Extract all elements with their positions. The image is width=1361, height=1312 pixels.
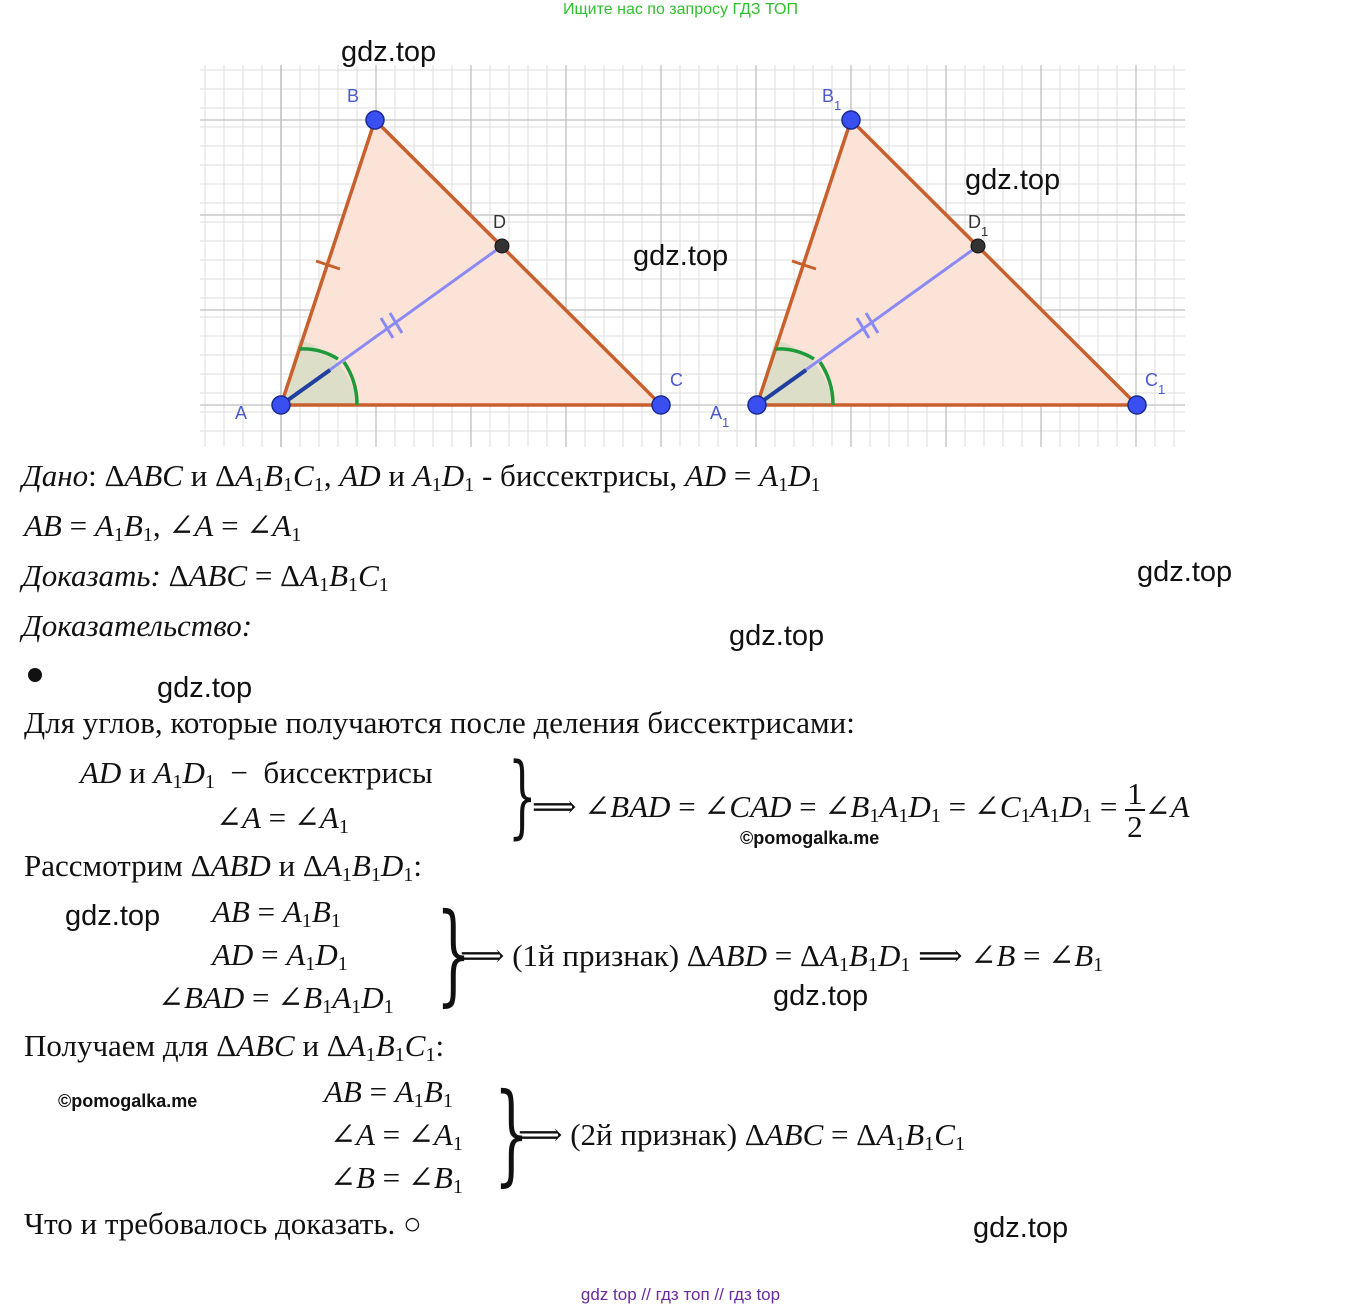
watermark: gdz.top	[341, 36, 437, 68]
triangle-a1b1c1	[710, 86, 1165, 430]
system2-row1: AB = $A_1B_1$	[212, 894, 341, 933]
watermark: gdz.top	[65, 900, 161, 932]
brace: }	[436, 889, 471, 1017]
watermark: gdz.top	[157, 672, 253, 704]
angles-line: Для углов, которые получаются после деления биссектрисами:	[24, 705, 855, 740]
watermark: gdz.top	[973, 1212, 1069, 1244]
system2-row2: AD = $A_1D_1$	[212, 937, 348, 976]
point-a1	[748, 396, 766, 414]
obtain-line: Получаем для ΔABC и $\Delta A_1B_1C_1$:	[24, 1028, 445, 1067]
label-a1: $A_1$	[710, 403, 730, 430]
label-c1: $C_1$	[1145, 370, 1166, 397]
watermark: gdz.top	[773, 980, 869, 1012]
label-b1: $B_1$	[822, 86, 842, 113]
system2-result: ⟹ (1й признак) $\Delta ABD = \Delta A_1B_1D_1$ ⟹ ∠B = $\angle B_1$	[460, 938, 1104, 977]
point-d	[495, 239, 509, 253]
watermark: gdz.top	[729, 620, 825, 652]
point-d1	[971, 239, 985, 253]
label-c: C	[670, 370, 683, 390]
given-line: Дано: ΔABC и $\Delta A_1B_1C_1$, AD и $A_1D_1$ - биссектрисы, AD = $A_1D_1$	[22, 458, 821, 497]
copyright-mark: ©pomogalka.me	[740, 828, 880, 848]
system1-row1: AD и $A_1D_1$ − биссектрисы	[80, 755, 433, 794]
watermark: gdz.top	[633, 240, 729, 272]
qed-line: Что и требовалось доказать. ○	[24, 1206, 422, 1241]
system3-row1: AB = $A_1B_1$	[324, 1074, 453, 1113]
triangle-abc	[235, 86, 683, 423]
label-d1: $D_1$	[968, 212, 989, 239]
point-b	[366, 111, 384, 129]
brace: }	[508, 744, 537, 849]
watermark: gdz.top	[1137, 556, 1233, 588]
brace: }	[494, 1069, 529, 1197]
proof-label: Доказательство:	[22, 608, 253, 643]
point-c	[652, 396, 670, 414]
watermark: gdz.top	[965, 164, 1061, 196]
system3-row3: ∠B = $\angle B_1$	[330, 1160, 463, 1199]
point-c1	[1128, 396, 1146, 414]
system1-result: ⟹ ∠BAD = ∠CAD = $\angle B_1A_1D_1$ = $\angle C_1A_1D_1$ = $\frac{1}{2}$ ∠A	[532, 776, 1190, 844]
system2-row3: ∠BAD = $\angle B_1A_1D_1$	[158, 980, 394, 1019]
label-b: B	[347, 86, 360, 106]
point-b1	[842, 111, 860, 129]
label-d: D	[493, 212, 506, 232]
bullet	[28, 668, 42, 682]
prove-line: Доказать: $\Delta ABC = \Delta A_1B_1C_1$	[22, 558, 389, 597]
system3-result: ⟹ (2й признак) $\Delta ABC = \Delta A_1B_1C_1$	[518, 1117, 965, 1156]
footer-links[interactable]: gdz top // гдз топ // гдз top	[580, 1285, 781, 1304]
system1-row2: ∠A = $\angle A_1$	[216, 800, 349, 839]
point-a	[272, 396, 290, 414]
given-line-2: AB = $A_1B_1$, ∠A = $\angle A_1$	[24, 508, 302, 547]
copyright-mark: ©pomogalka.me	[58, 1091, 198, 1111]
top-banner: Ищите нас по запросу ГДЗ ТОП	[563, 1, 798, 18]
label-a: A	[235, 403, 248, 423]
consider-line: Рассмотрим ΔABD и $\Delta A_1B_1D_1$:	[24, 848, 422, 887]
system3-row2: ∠A = $\angle A_1$	[330, 1117, 463, 1156]
